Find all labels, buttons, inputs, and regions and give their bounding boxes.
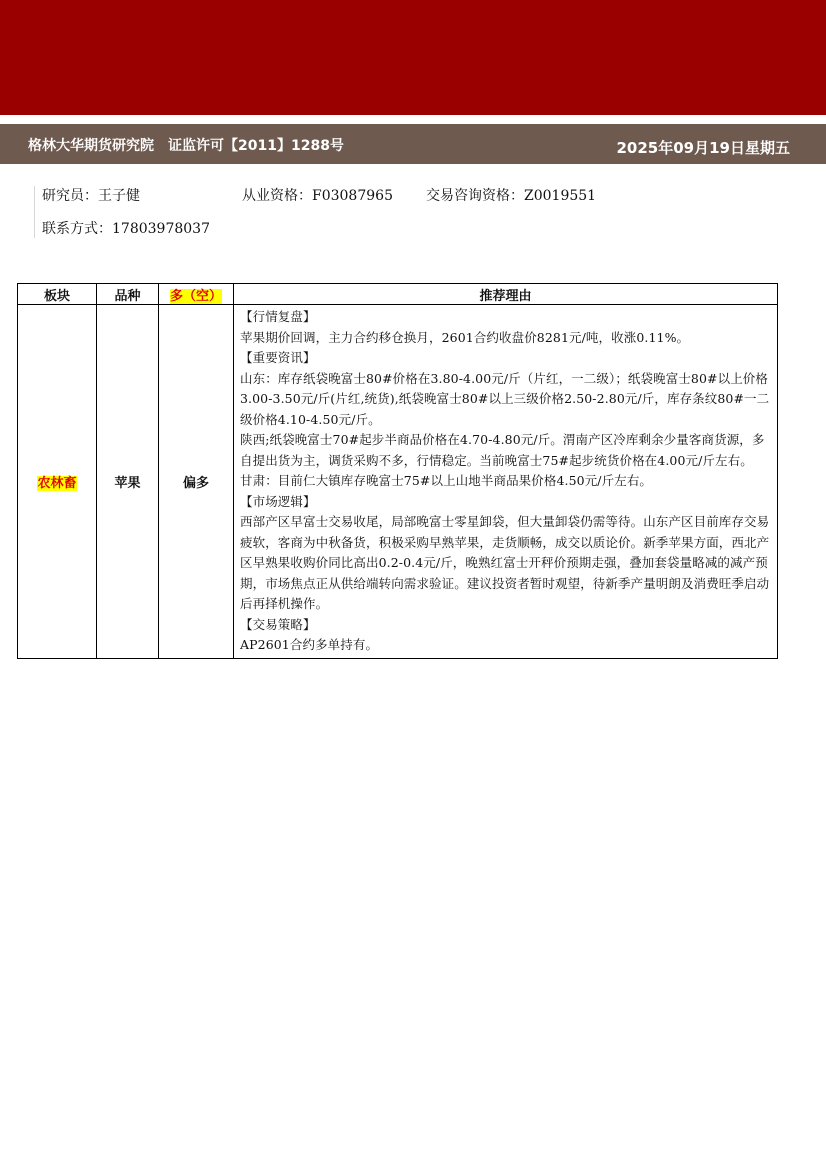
variety-cell: 苹果 xyxy=(97,305,159,659)
news-gansu: 甘肃：目前仁大镇库存晚富士75#以上山地半商品果价格4.50元/斤左右。 xyxy=(240,473,653,488)
sector-highlight: 农林畜 xyxy=(37,475,77,491)
direction-cell: 偏多 xyxy=(159,305,234,659)
report-date: 2025年09月19日星期五 xyxy=(616,139,790,157)
review-text: 苹果期价回调，主力合约移仓换月，2601合约收盘价8281元/吨，收涨0.11%。 xyxy=(240,329,690,345)
table-header-row xyxy=(18,284,778,305)
section-news-title: 【重要资讯】 xyxy=(240,350,316,365)
researcher: 研究员：王子健 xyxy=(42,188,140,204)
sector-cell xyxy=(18,305,97,659)
header-bar xyxy=(0,124,826,164)
header-variety: 品种 xyxy=(97,284,159,305)
logic-text: 西部产区早富士交易收尾，局部晚富士零星卸袋，但大量卸袋仍需等待。山东产区目前库存交易疲软，客商为中秋备货，积极采购早熟苹果，走货顺畅，成交以质论价。新季苹果方面，西北产区早熟果收购价同比高出0.2-0.4元/斤，晚熟红富士开秤价预期走强，叠加套袋量略减的减产预期，市场焦点正从供给端转向需求验证。建议投资者暂时观望，待新季产量明朗及消费旺季启动后再择机操作。 xyxy=(240,514,770,611)
reason-cell xyxy=(234,305,778,659)
header-reason: 推荐理由 xyxy=(234,284,778,305)
strategy-text: AP2601合约多单持有。 xyxy=(240,637,379,652)
section-strategy-title: 【交易策略】 xyxy=(240,616,316,632)
info-divider xyxy=(34,186,35,238)
news-shandong: 山东：库存纸袋晚富士80#价格在3.80-4.00元/斤（片红，一二级）；纸袋晚富士80#以上价格3.00-3.50元/斤(片红,统货),纸袋晚富士80#以上三级价格2.50-2.80元/斤，库存条纹80#一二级价格4.10-4.50元/斤。 xyxy=(240,370,770,427)
contact: 联系方式：17803978037 xyxy=(42,221,210,237)
analyst-line-1 xyxy=(42,185,596,205)
institution-name: 格林大华期货研究院 证监许可【2011】1288号 xyxy=(28,138,344,154)
section-logic-title: 【市场逻辑】 xyxy=(240,493,316,509)
top-banner xyxy=(0,0,826,115)
direction-header-highlight: 多（空） xyxy=(169,288,222,304)
news-shaanxi: 陕西;纸袋晚富士70#起步半商品价格在4.70-4.80元/斤。渭南产区冷库剩余少量客商货源，多自提出货为主，调货采购不多，行情稳定。当前晚富士75#起步统货价格在4.00元/斤左右。 xyxy=(240,432,765,468)
header-direction xyxy=(159,284,234,305)
section-review-title: 【行情复盘】 xyxy=(240,309,316,324)
qualification: 从业资格：F03087965 xyxy=(242,188,393,204)
consult-qualification: 交易咨询资格：Z0019551 xyxy=(426,188,597,204)
analyst-line-2 xyxy=(42,218,210,238)
recommendation-table xyxy=(17,283,778,659)
table-row xyxy=(18,305,778,659)
header-sector: 板块 xyxy=(18,284,97,305)
